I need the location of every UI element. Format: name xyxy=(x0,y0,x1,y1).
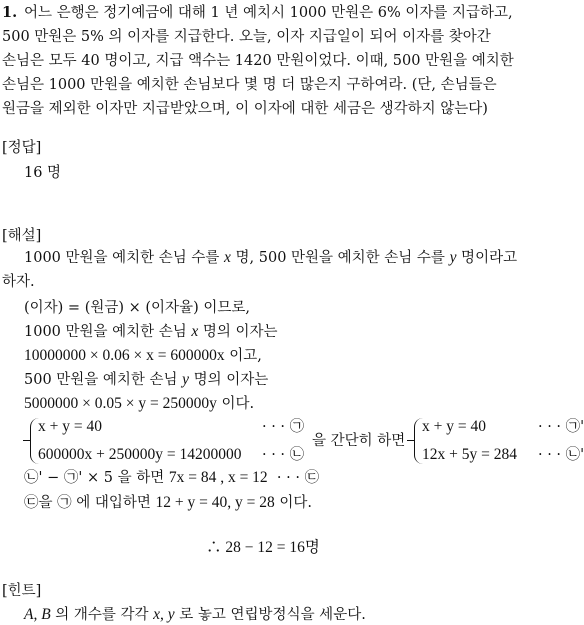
text: 에 대입하면 xyxy=(71,495,156,511)
dots: · · · xyxy=(276,470,300,486)
mark: ㉠ xyxy=(289,419,305,435)
equation-1000: 10000000 × 0.06 × x = 600000x xyxy=(24,347,225,364)
text: × 5 을 하면 xyxy=(82,470,169,486)
text: 명의 이자는 xyxy=(198,324,278,340)
system1-eq2: 600000x + 250000y = 14200000 xyxy=(38,446,242,463)
explanation-line-4 xyxy=(24,322,278,342)
system1-mark1 xyxy=(262,417,304,437)
system1-eq1: x + y = 40 xyxy=(38,418,102,435)
dots: · · · xyxy=(538,419,562,435)
explanation-line-5 xyxy=(24,346,262,366)
text: 명, 500 만원을 예치한 손님 수를 xyxy=(230,250,450,266)
vars-xy: x, y xyxy=(153,606,175,623)
conclusion: ∴ 28 − 12 = 16명 xyxy=(206,539,320,556)
step-1 xyxy=(24,468,319,488)
system-transition: 을 간단히 하면 xyxy=(312,433,406,449)
explanation-line-7 xyxy=(24,394,254,414)
problem-line-4: 손님은 1000 만원을 예치한 손님보다 몇 명 더 많은지 구하여라. (단, 손님들은 xyxy=(2,77,497,93)
mark: ㉡ xyxy=(289,447,305,463)
system1-mark2 xyxy=(262,445,304,465)
mark: ㉡' xyxy=(24,470,43,486)
problem-line-5: 원금을 제외한 이자만 지급받았으며, 이 이자에 대한 세금은 생각하지 않는다) xyxy=(2,101,488,117)
text: 명이라고 xyxy=(456,250,518,266)
explanation-line-1 xyxy=(24,248,517,268)
problem-number: 1. xyxy=(2,4,18,21)
explanation-heading: [해설] xyxy=(2,228,42,244)
var-x: x xyxy=(224,249,231,266)
dots: · · · xyxy=(538,447,562,463)
text: 로 놓고 연립방정식을 세운다. xyxy=(174,607,366,623)
hint-heading: [힌트] xyxy=(2,583,42,599)
explanation-line-6 xyxy=(24,370,268,390)
system2-eq1: x + y = 40 xyxy=(422,418,486,435)
solution-y: 12 + y = 40, y = 28 xyxy=(155,494,275,511)
text: 1000 만원을 예치한 손님 수를 xyxy=(24,250,225,266)
mark: ㉠' xyxy=(565,419,584,435)
explanation-formula xyxy=(24,298,250,318)
text: 이고, xyxy=(224,348,262,364)
explanation-line-2: 하자. xyxy=(2,274,35,290)
system2-mark1 xyxy=(538,417,584,437)
step-2 xyxy=(24,493,312,513)
text: 명의 이자는 xyxy=(189,372,269,388)
mark: ㉢ xyxy=(24,495,39,511)
answer-heading: [정답] xyxy=(2,140,42,156)
text: − xyxy=(42,470,64,486)
answer-value: 16 명 xyxy=(24,165,62,181)
dots: · · · xyxy=(262,447,286,463)
problem-line-2: 500 만원은 5% 의 이자를 지급한다. 오늘, 이자 지급일이 되어 이자를 찾아간 xyxy=(2,29,491,45)
text: 500 만원을 예치한 손님 xyxy=(24,372,183,388)
text: 이므로, xyxy=(198,300,250,316)
text: 을 xyxy=(38,495,58,511)
hint-text xyxy=(24,605,366,625)
system2-eq2: 12x + 5y = 284 xyxy=(422,446,517,463)
equation-500: 5000000 × 0.05 × y = 250000y xyxy=(24,395,217,412)
text: 의 개수를 각각 xyxy=(50,607,154,623)
var-y: y xyxy=(449,249,457,266)
mark: ㉡' xyxy=(565,447,584,463)
var-x: x xyxy=(191,323,199,340)
vars-ab: A, B xyxy=(24,606,51,623)
mark: ㉠' xyxy=(63,470,83,486)
interest-formula: (이자) = (원금) × (이자율) xyxy=(24,300,199,316)
problem-line-1: 어느 은행은 정기예금에 대해 1 년 예치시 1000 만원은 6% 이자를 지급하고, xyxy=(24,5,513,21)
text: 이다. xyxy=(274,495,312,511)
mark: ㉠ xyxy=(57,495,72,511)
dots: · · · xyxy=(262,419,286,435)
text: 이다. xyxy=(216,396,255,412)
text: 1000 만원을 예치한 손님 xyxy=(24,324,192,340)
system2-mark2 xyxy=(538,445,584,465)
var-y: y xyxy=(182,371,190,388)
solution-x: 7x = 84 , x = 12 xyxy=(168,469,268,486)
mark: ㉢ xyxy=(304,470,320,486)
problem-line-3: 손님은 모두 40 명이고, 지급 액수는 1420 만원이었다. 이때, 500 만원을 예치한 xyxy=(2,53,514,69)
